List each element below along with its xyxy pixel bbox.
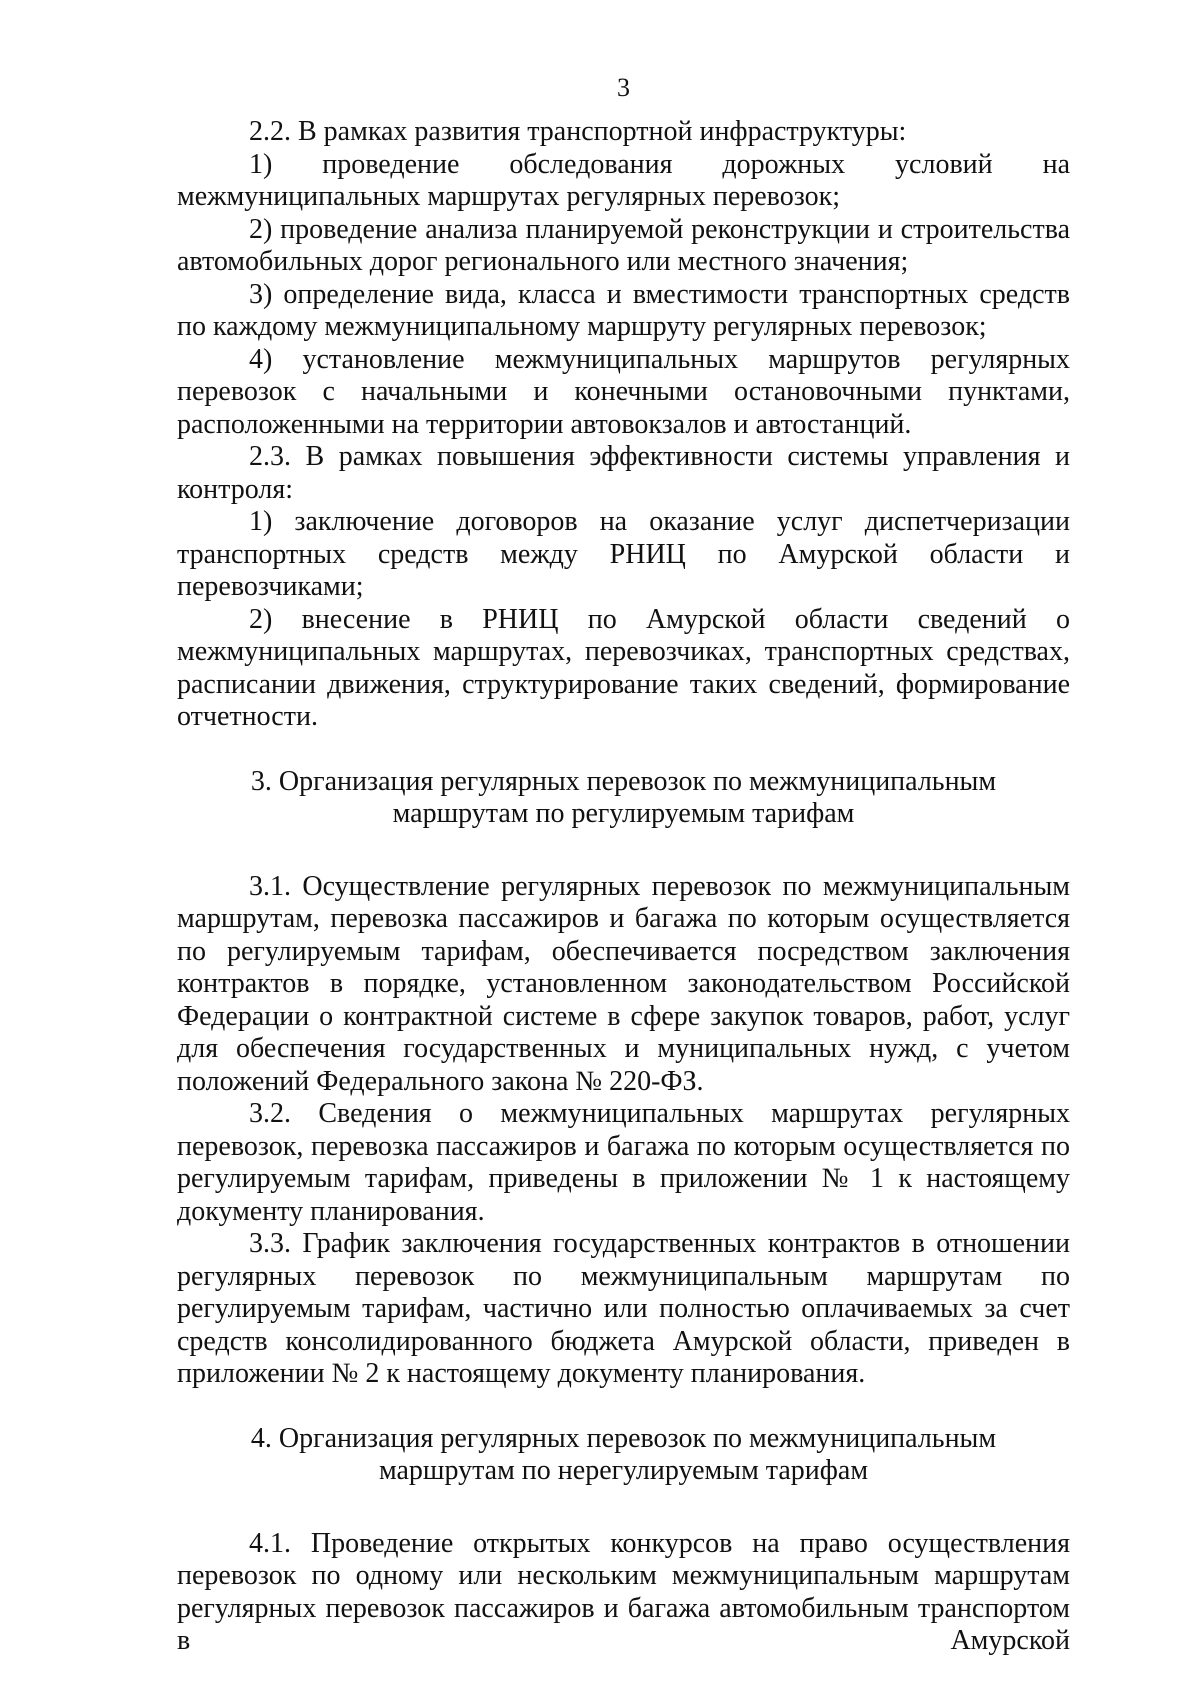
spacer (177, 734, 1070, 766)
spacer (177, 1391, 1070, 1423)
paragraph-2-2-item-4: 4) установление межмуниципальных маршрутов регулярных перевозок с начальными и конечными остановочными пунктами, расположенными на территории автовокзалов и автостанций. (177, 343, 1070, 440)
section-4-heading-line-2: маршрутам по нерегулируемым тарифам (378, 1455, 869, 1486)
paragraph-2-3: 2.3. В рамках повышения эффективности системы управления и контроля: (177, 441, 1070, 505)
paragraph-2-3-item-2: 2) внесение в РНИЦ по Амурской области сведений о межмуниципальных маршрутах, перевозчиках, транспортных средствах, расписании движения, структурирование таких сведений, формирование отчетности. (177, 603, 1070, 732)
section-4-heading-line-1: 4. Организация регулярных перевозок по межмуниципальным (250, 1422, 997, 1454)
paragraph-3-2: 3.2. Сведения о межмуниципальных маршрутах регулярных перевозок, перевозка пассажиров и багажа по которым осуществляется по регулируемым тарифам, приведены в приложении № 1 к настоящему документу планирования. (177, 1098, 1070, 1227)
spacer (177, 1488, 1070, 1528)
paragraph-3-1: 3.1. Осуществление регулярных перевозок по межмуниципальным маршрутам, перевозка пассажиров и багажа по которым осуществляется по регулируемым тарифам, обеспечивается посредством заключения контрактов в порядке, установленном законодательством Российской Федерации о контрактной системе в сфере закупок товаров, работ, услуг для обеспечения государственных и муниципальных нужд, с учетом положений Федерального закона № 220-ФЗ. (177, 870, 1070, 1097)
paragraph-2-2-item-3: 3) определение вида, класса и вместимости транспортных средств по каждому межмуниципальному маршруту регулярных перевозок; (177, 278, 1070, 342)
paragraph-4-1: 4.1. Проведение открытых конкурсов на право осуществления перевозок по одному или нескольким межмуниципальным маршрутам регулярных перевозок пассажиров и багажа автомобильным транспортом в Амурской (177, 1527, 1070, 1656)
paragraph-3-3: 3.3. График заключения государственных контрактов в отношении регулярных перевозок по межмуниципальным маршрутам по регулируемым тарифам, частично или полностью оплачиваемых за счет средств консолидированного бюджета Амурской области, приведен в приложении № 2 к настоящему документу планирования. (177, 1228, 1070, 1389)
section-3-heading-line-2: маршрутам по регулируемым тарифам (392, 798, 855, 829)
paragraph-2-2-item-1: 1) проведение обследования дорожных условий на межмуниципальных маршрутах регулярных перевозок; (177, 148, 1070, 212)
page-number: 3 (617, 73, 630, 102)
paragraph-2-2-item-2: 2) проведение анализа планируемой реконструкции и строительства автомобильных дорог регионального или местного значения; (177, 213, 1070, 277)
spacer (177, 831, 1070, 871)
paragraph-2-3-item-1: 1) заключение договоров на оказание услуг диспетчеризации транспортных средств между РНИЦ по Амурской области и перевозчиками; (177, 506, 1070, 602)
section-3-heading-line-1: 3. Организация регулярных перевозок по межмуниципальным (250, 765, 997, 797)
paragraph-2-2: 2.2. В рамках развития транспортной инфраструктуры: (249, 116, 907, 147)
